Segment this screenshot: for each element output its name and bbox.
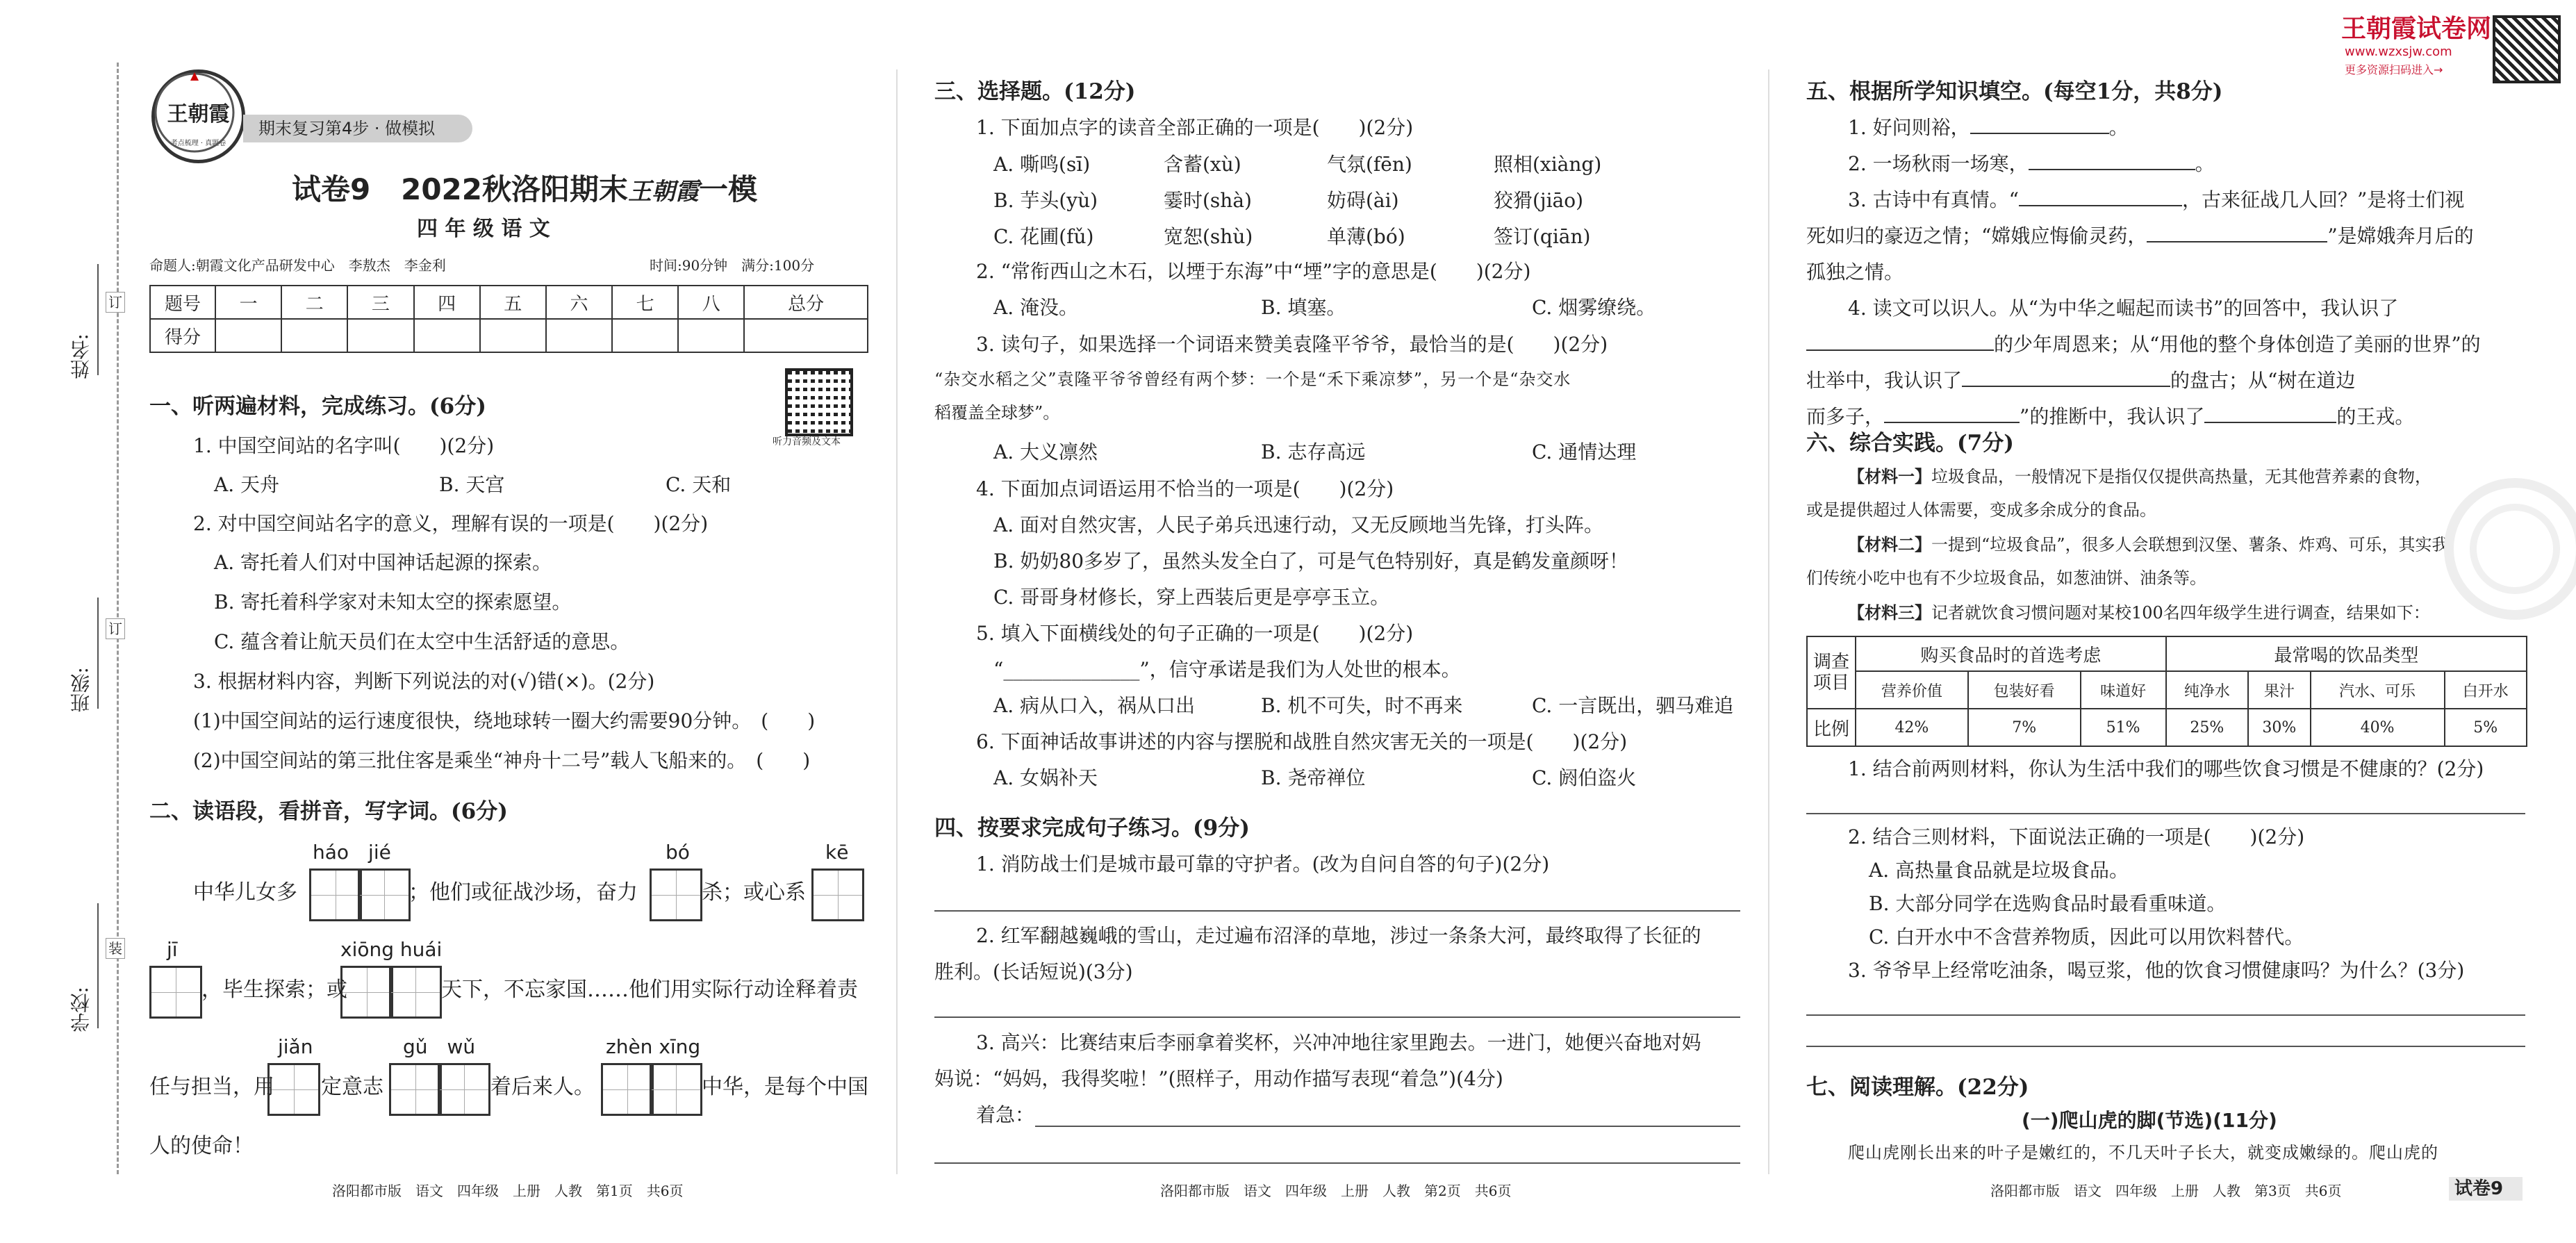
option: C. 通情达理 [1532,441,1637,463]
qr-caption: 听力音频及文本 [773,436,841,447]
option: B. 天宫 [439,473,505,496]
survey-value: 42% [1856,709,1968,746]
pron-option: 霎时(shà) [1164,189,1252,212]
question: 胜利。(长话短说)(3分) [934,960,1133,983]
brand-top-right: 王朝霞试卷网 [2341,15,2492,43]
option: C. 蕴含着让航天员们在太空中生活舒适的意思。 [214,630,630,653]
survey-value: 40% [2311,709,2445,746]
survey-group: 最常喝的饮品类型 [2166,636,2527,671]
fill-question [1806,223,2474,249]
question: 1. 下面加点字的读音全部正确的一项是( )(2分) [976,116,1414,139]
score-cell: 一 [215,286,281,319]
question: 2. “常衔西山之木石，以堙于东海”中“堙”字的意思是( )(2分) [976,260,1531,283]
option: C. 烟雾缭绕。 [1532,296,1656,319]
option: C. 哥哥身材修长，穿上西装后更是亭亭玉立。 [993,586,1390,609]
question: 3. 根据材料内容，判断下列说法的对(√)错(×)。(2分) [193,670,655,693]
fill-blank[interactable] [1970,133,2109,134]
school-label: 学校: [69,987,92,1032]
qr-code-brand[interactable] [2493,15,2561,83]
pron-option: 妨碍(ài) [1327,189,1399,212]
score-row-label: 得分 [150,319,215,352]
judge-item: (1)中国空间站的运行速度很快，绕地球转一圈大约需要90分钟。 ( ) [193,709,816,732]
fill-blank[interactable] [2029,169,2195,170]
material-text: 或是提供超过人体需要，变成多余成分的食品。 [1806,500,2156,520]
survey-col: 汽水、可乐 [2311,671,2445,709]
paper-brand: 王朝霞 [628,178,700,206]
pron-option: 单薄(bó) [1327,225,1405,248]
brand-sub: 更多资源扫码进入→ [2345,63,2443,76]
option: B. 奶奶80多岁了，虽然头发全白了，可是气色特别好，真是鹤发童颜呀！ [993,550,1629,573]
score-input[interactable] [347,319,413,352]
name-label: 姓名: [69,334,92,379]
fill-text: 3. 古诗中有真情。“ [1848,188,2019,211]
option: A. 女娲补天 [993,766,1098,789]
survey-group: 购买食品时的首选考虑 [1856,636,2166,671]
fill-text: ”是嫦娥奔月后的 [2327,224,2474,247]
option: C. 天和 [666,473,732,496]
paper-number: 试卷9 [292,172,371,206]
survey-value: 25% [2166,709,2248,746]
material-text: 们传统小吃中也有不少垃圾食品，如葱油饼、油条等。 [1806,568,2206,588]
pinyin: kē [825,841,849,864]
fill-question [1806,331,2481,358]
passage-text: ；他们或征战沙场，奋力 [408,880,638,905]
name-line [97,264,99,375]
question: 1. 中国空间站的名字叫( )(2分) [193,434,495,457]
writing-box[interactable] [601,1063,654,1116]
answer-line[interactable] [934,1016,1740,1018]
logo-badge-icon [151,69,238,156]
writing-box[interactable] [650,869,702,921]
score-cell: 题号 [150,286,215,319]
score-input[interactable] [744,319,868,352]
fill-question [1806,368,2355,394]
option: B. 尧帝禅位 [1261,766,1366,789]
score-input[interactable] [281,319,347,352]
grade-subject: 四 年 级 语 文 [417,217,550,241]
passage-text: 人的使命！ [149,1134,254,1158]
survey-value: 51% [2081,709,2166,746]
fill-blank[interactable] [1962,386,2170,387]
score-input[interactable] [414,319,480,352]
binding-mark: 装 [106,938,125,959]
answer-line[interactable] [1806,1046,2525,1047]
column-divider [896,69,898,1174]
passage-text: 中华，是每个中国 [702,1075,868,1099]
logo-text: 王朝霞 [167,102,230,126]
judge-item: (2)中国空间站的第三批住客是乘坐“神舟十二号”载人飞船来的。 ( ) [193,749,811,772]
option: C. 一言既出，驷马难追 [1532,694,1734,717]
watermark-seal-icon [2438,472,2576,625]
survey-col: 纯净水 [2166,671,2248,709]
pinyin: xiōng huái [340,938,443,961]
option: A. 淹没。 [993,296,1079,319]
class-line [97,598,99,709]
score-input[interactable] [215,319,281,352]
fill-text: 的盘古；从“树在道边 [2170,369,2356,392]
score-table-header [150,286,868,319]
passage-text: ，毕生探索；或 [201,978,347,1002]
score-cell: 三 [347,286,413,319]
pinyin: bó [666,841,690,864]
score-cell: 八 [678,286,744,319]
column-divider [1768,69,1769,1174]
pron-option: B. 芋头(yù) [993,189,1098,212]
fill-text: ”的推断中，我认识了 [2020,405,2205,428]
survey-col: 味道好 [2081,671,2166,709]
pron-option: 签订(qiān) [1494,225,1591,248]
question: 2. 红军翻越巍峨的雪山，走过遍布沼泽的草地，涉过一条条大河，最终取得了长征的 [976,924,1701,947]
passage-text: 定意志 [321,1075,383,1099]
pinyin: jiǎn [278,1035,313,1058]
pinyin: jī [167,938,178,961]
question: 6. 下面神话故事讲述的内容与摆脱和战胜自然灾害无关的一项是( )(2分) [976,730,1628,753]
pinyin: zhèn xīng [606,1035,701,1058]
fill-text: 死如归的豪迈之情；“嫦娥应悔偷灵药， [1806,224,2147,247]
fill-question [1806,404,2414,430]
material-label: 【材料二】 [1848,534,1931,554]
survey-row-label: 比例 [1807,709,1856,746]
writing-box[interactable] [389,1063,442,1116]
score-table-row [150,319,868,352]
qr-code-audio[interactable] [785,368,853,436]
option: C. 白开水中不含营养物质，因此可以用饮料替代。 [1869,925,2304,948]
review-banner-text: 期末复习第4步 · 做模拟 [258,119,436,138]
quote: “杂交水稻之父”袁隆平爷爷曾经有两个梦：一个是“禾下乘凉梦”，另一个是“杂交水 [934,370,1571,389]
fill-question [1848,187,2464,213]
writing-box[interactable] [309,869,362,921]
material-label: 【材料三】 [1848,602,1931,623]
writing-box[interactable] [149,966,202,1019]
question: 1. 结合前两则材料，你认为生活中我们的哪些饮食习惯是不健康的？(2分) [1848,757,2484,780]
score-input[interactable] [480,319,546,352]
fill-text: ，古来征战几人回？”是将士们视 [2181,188,2465,211]
reading-title: (一)爬山虎的脚(节选)(11分) [2022,1109,2277,1132]
review-banner [243,115,472,142]
brand-logo [151,69,245,163]
fill-text: 2. 一场秋雨一场寒， [1848,152,2029,175]
brand-url: www.wzxsjw.com [2345,44,2452,59]
question: 3. 读句子，如果选择一个词语来赞美袁隆平爷爷，最恰当的是( )(2分) [976,333,1608,356]
score-cell: 四 [414,286,480,319]
answer-label: 着急： [976,1103,1035,1126]
survey-col: 营养价值 [1856,671,1968,709]
question: 5. 填入下面横线处的句子正确的一项是( )(2分) [976,622,1414,645]
material-text: 一提到“垃圾食品”，很多人会联想到汉堡、薯条、炸鸡、可乐，其实我 [1931,535,2449,554]
fill-question: 4. 读文可以识人。从“为中华之崛起而读书”的回答中，我认识了 [1848,297,2399,320]
option: A. 寄托着人们对中国神话起源的探索。 [214,551,552,574]
writing-box[interactable] [811,869,864,921]
fill-question: 2. 一场秋雨一场寒， 。 [1848,152,2215,175]
fill-blank[interactable] [2019,205,2182,206]
passage-text: 杀；或心系 [702,880,806,905]
score-cell: 总分 [744,286,868,319]
option: B. 寄托着科学家对未知太空的探索愿望。 [214,591,572,614]
question: 3. 高兴：比赛结束后李丽拿着奖杯，兴冲冲地往家里跑去。一进门，她便兴奋地对妈 [976,1031,1701,1054]
section-4-title: 四、按要求完成句子练习。(9分) [934,816,1250,841]
material-2 [1848,534,2449,556]
fill-blank[interactable] [1884,422,2020,423]
option: A. 大义凛然 [993,441,1098,463]
material-text: 记者就饮食习惯问题对某校100名四年级学生进行调查，结果如下： [1931,603,2430,623]
logo-subtext: 考点梳理 · 真题卷 [170,140,226,147]
binding-mark: 订 [106,292,125,313]
page-footer: 洛阳都市版 语文 四年级 上册 人教 第3页 共6页 [1990,1183,2342,1199]
page-footer: 洛阳都市版 语文 四年级 上册 人教 第2页 共6页 [1160,1183,1512,1199]
answer-line[interactable] [1806,813,2525,814]
writing-box[interactable] [389,966,442,1019]
writing-box[interactable] [358,869,411,921]
score-input[interactable] [612,319,678,352]
survey-col: 包装好看 [1968,671,2081,709]
option: B. 填塞。 [1261,296,1346,319]
option: B. 大部分同学在选购食品时最看重味道。 [1869,892,2227,915]
material-1 [1848,466,2431,488]
fill-text: 的少年周恩来；从“用他的整个身体创造了美丽的世界”的 [1994,333,2481,356]
writing-box[interactable] [438,1063,490,1116]
passage-text: 着后来人。 [490,1075,595,1099]
answer-line[interactable] [934,1162,1740,1164]
option: B. 机不可失，时不再来 [1261,694,1463,717]
score-cell: 五 [480,286,546,319]
time-info: 时间:90分钟 满分:100分 [650,257,815,274]
answer-line[interactable] [1035,1126,1740,1127]
survey-value: 30% [2248,709,2311,746]
fill-text: 壮举中，我认识了 [1806,369,1963,392]
material-label: 【材料一】 [1848,466,1931,486]
score-cell: 七 [612,286,678,319]
answer-line[interactable] [934,910,1740,912]
pron-option: 照相(xiàng) [1494,153,1602,176]
school-line [97,903,99,1028]
fill-text: 的王戎。 [2336,405,2415,428]
paper-title-main: 2022秋洛阳期末 [401,172,629,206]
passage-text: 任与担当，用 [149,1075,274,1099]
class-label: 班级: [69,667,92,713]
option: C. 阏伯盗火 [1532,766,1637,789]
passage-text: 天下，不忘家国……他们用实际行动诠释着责 [441,978,858,1002]
fill-text: 而多子， [1806,405,1885,428]
question: 2. 结合三则材料，下面说法正确的一项是( )(2分) [1848,825,2305,848]
reading-text: 爬山虎刚长出来的叶子是嫩红的，不几天叶子长大，就变成嫩绿的。爬山虎的 [1848,1143,2438,1162]
score-cell: 六 [546,286,612,319]
answer-line[interactable] [1806,1014,2525,1016]
pinyin: gǔ wǔ [403,1035,476,1058]
survey-table [1806,636,2527,747]
option: A. 高热量食品就是垃圾食品。 [1869,859,2129,882]
score-table [149,285,868,353]
pron-option: 狡猾(jiāo) [1494,189,1584,212]
survey-value: 7% [1968,709,2081,746]
writing-box[interactable] [267,1063,320,1116]
option: A. 病从口入，祸从口出 [993,694,1196,717]
writing-box[interactable] [650,1063,702,1116]
fill-question: 孤独之情。 [1806,261,1904,283]
paper-title [292,170,757,211]
section-3-title: 三、选择题。(12分) [934,79,1136,104]
question: 妈说：“妈妈，我得奖啦！”(照样子，用动作描写表现“着急”)(4分) [934,1067,1503,1090]
material-text: 垃圾食品，一般情况下是指仅仅提供高热量，无其他营养素的食物， [1931,467,2431,486]
pron-option: 含蓄(xù) [1164,153,1241,176]
fill-blank[interactable] [2204,422,2336,423]
option: A. 面对自然灾害，人民子弟兵迅速行动，又无反顾地当先锋，打头阵。 [993,513,1604,536]
score-input[interactable] [546,319,612,352]
section-5-title: 五、根据所学知识填空。(每空1分，共8分) [1806,79,2223,104]
fill-blank[interactable] [2147,241,2327,242]
binding-mark: 订 [106,618,125,639]
writing-box[interactable] [340,966,393,1019]
pron-option: 气氛(fēn) [1327,153,1412,176]
passage-text: 中华儿女多 [193,880,297,905]
section-7-title: 七、阅读理解。(22分) [1806,1075,2029,1100]
question: 4. 下面加点词语运用不恰当的一项是( )(2分) [976,477,1394,500]
pinyin: háo jié [313,841,391,864]
material-3 [1848,602,2430,624]
pron-option: A. 嘶鸣(sī) [993,153,1091,176]
question: 2. 对中国空间站名字的意义，理解有误的一项是( )(2分) [193,512,709,535]
fill-text: 1. 好问则裕， [1848,116,1970,139]
fill-sentence: “______________”，信守承诺是我们为人处世的根本。 [993,658,1461,681]
pron-option: C. 花圃(fǔ) [993,225,1094,248]
survey-col: 白开水 [2445,671,2527,709]
section-2-title: 二、读语段，看拼音，写字词。(6分) [149,799,508,824]
question: 3. 爷爷早上经常吃油条，喝豆浆，他的饮食习惯健康吗？为什么？(3分) [1848,959,2465,982]
authors: 命题人:朝霞文化产品研发中心 李敖杰 李金利 [149,257,446,274]
question: 1. 消防战士们是城市最可靠的守护者。(改为自问自答的句子)(2分) [976,853,1550,875]
footer-tag: 试卷9 [2449,1177,2523,1201]
option: A. 天舟 [214,473,280,496]
option: B. 志存高远 [1261,441,1366,463]
section-1-title: 一、听两遍材料，完成练习。(6分) [149,394,486,419]
fill-question: 1. 好问则裕， 。 [1848,116,2129,139]
score-cell: 二 [281,286,347,319]
pron-option: 宽恕(shù) [1164,225,1253,248]
fill-blank[interactable] [1806,349,1994,351]
survey-value: 5% [2445,709,2527,746]
paper-kind: 一模 [699,172,758,206]
survey-corner: 调查项目 [1807,636,1856,709]
page-footer: 洛阳都市版 语文 四年级 上册 人教 第1页 共6页 [332,1183,684,1199]
section-6-title: 六、综合实践。(7分) [1806,431,2014,456]
quote: 稻覆盖全球梦”。 [934,403,1060,422]
survey-col: 果汁 [2248,671,2311,709]
score-input[interactable] [678,319,744,352]
